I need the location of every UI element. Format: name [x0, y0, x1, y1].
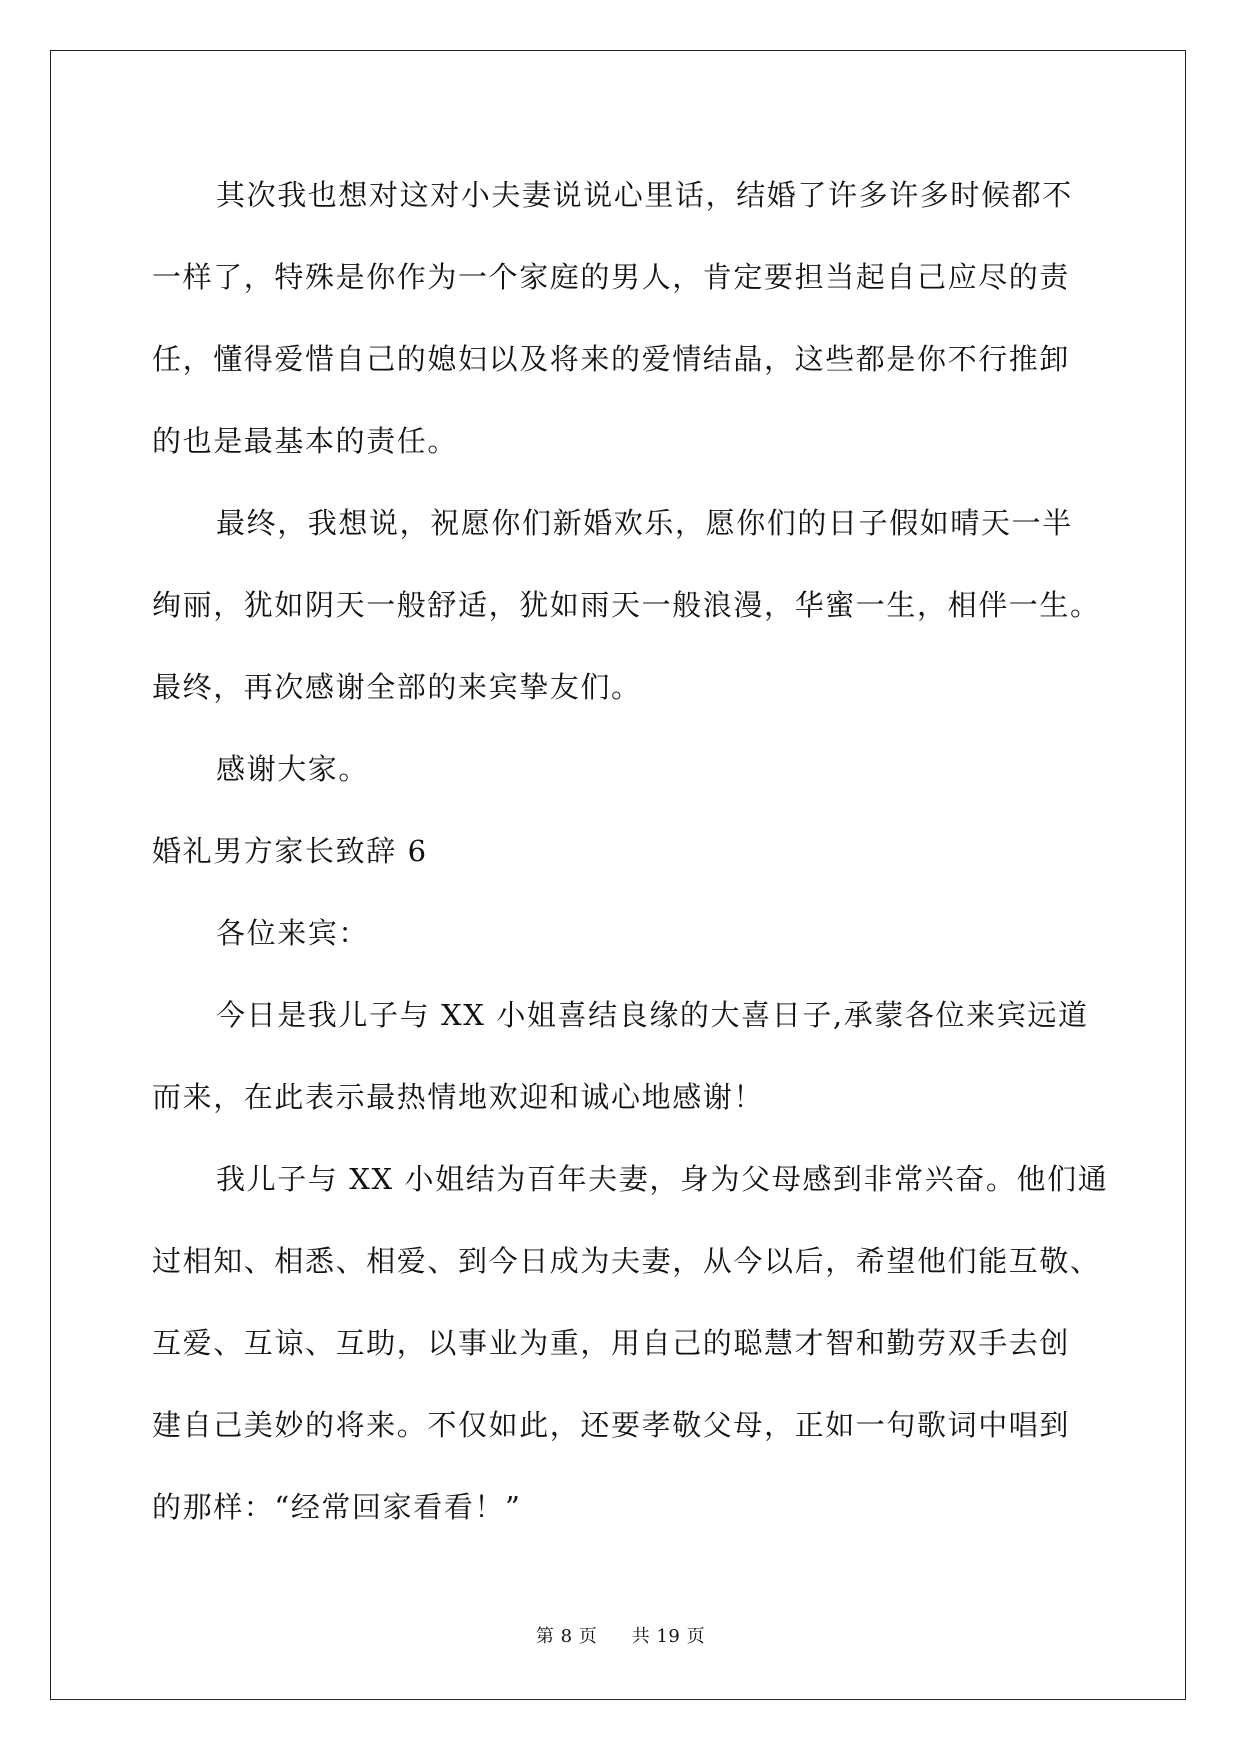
paragraph-line: 而来，在此表示最热情地欢迎和诚心地感谢！	[152, 1080, 765, 1114]
paragraph-line: 今日是我儿子与 XX 小姐喜结良缘的大喜日子,承蒙各位来宾远道	[216, 998, 1089, 1032]
paragraph-line: 任，懂得爱惜自己的媳妇以及将来的爱情结晶，这些都是你不行推卸	[152, 342, 1071, 376]
page-number: 第 8 页	[535, 1626, 598, 1647]
paragraph-line: 建自己美妙的将来。不仅如此，还要孝敬父母，正如一句歌词中唱到	[152, 1408, 1071, 1442]
page-total: 共 19 页	[631, 1626, 706, 1647]
paragraph-line: 绚丽，犹如阴天一般舒适，犹如雨天一般浪漫，华蜜一生，相伴一生。	[152, 588, 1101, 622]
section-heading: 婚礼男方家长致辞 6	[152, 834, 428, 868]
paragraph-line: 过相知、相悉、相爱、到今日成为夫妻，从今以后，希望他们能互敬、	[152, 1244, 1101, 1278]
page-footer	[0, 1622, 1241, 1648]
salutation: 各位来宾：	[216, 916, 370, 950]
paragraph-line: 互爱、互谅、互助，以事业为重，用自己的聪慧才智和勤劳双手去创	[152, 1326, 1071, 1360]
paragraph-line: 最终，再次感谢全部的来宾挚友们。	[152, 670, 642, 704]
paragraph-line: 其次我也想对这对小夫妻说说心里话，结婚了许多许多时候都不	[216, 178, 1073, 212]
paragraph-line: 最终，我想说，祝愿你们新婚欢乐，愿你们的日子假如晴天一半	[216, 506, 1073, 540]
paragraph-line: 一样了，特殊是你作为一个家庭的男人，肯定要担当起自己应尽的责	[152, 260, 1071, 294]
document-body	[152, 154, 1109, 1548]
paragraph-line: 的那样：“经常回家看看！”	[152, 1490, 522, 1524]
paragraph-line: 感谢大家。	[216, 752, 370, 786]
paragraph-line: 的也是最基本的责任。	[152, 424, 459, 458]
paragraph-line: 我儿子与 XX 小姐结为百年夫妻，身为父母感到非常兴奋。他们通	[216, 1162, 1109, 1196]
